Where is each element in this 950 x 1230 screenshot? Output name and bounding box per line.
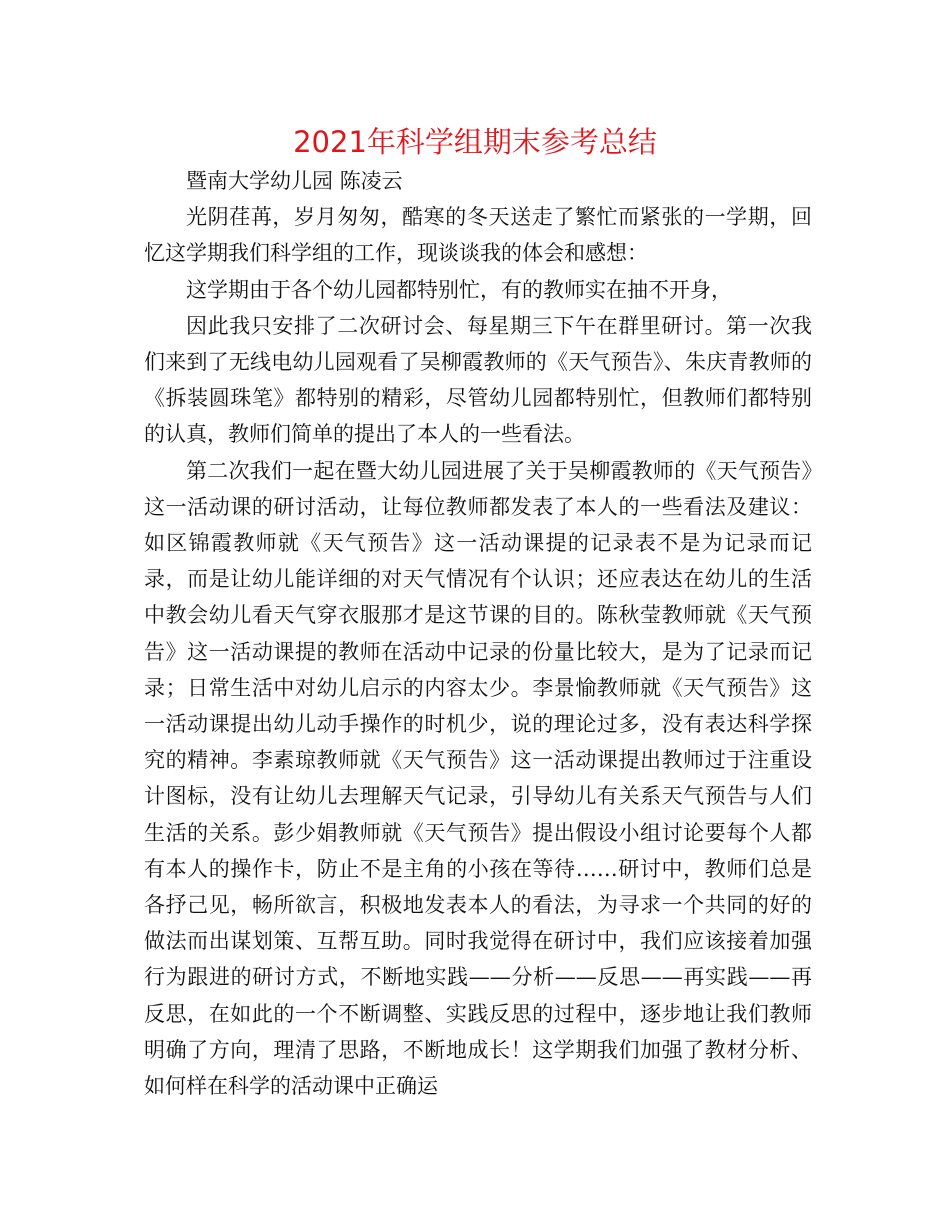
paragraph-busy: 这学期由于各个幼儿园都特别忙，有的教师实在抽不开身，	[186, 277, 732, 302]
document-title: 2021年科学组期末参考总结	[293, 125, 657, 159]
document-body	[144, 163, 812, 1104]
paragraph-first-meeting: 因此我只安排了二次研讨会、每星期三下午在群里研讨。第一次我们来到了无线电幼儿园观看了吴柳霞教师的《天气预告》、朱庆青教师的《拆装圆珠笔》都特别的精彩，尽管幼儿园都特别忙，但教师们都特别的认真，教师们简单的提出了本人的一些看法。	[144, 313, 812, 447]
author-line: 暨南大学幼儿园 陈凌云	[186, 169, 403, 193]
paragraph-second-meeting: 第二次我们一起在暨大幼儿园进展了关于吴柳霞教师的《天气预告》这一活动课的研讨活动，让每位教师都发表了本人的一些看法及建议：如区锦霞教师就《天气预告》这一活动课提的记录表不是为记录而记录，而是让幼儿能详细的对天气情况有个认识；还应表达在幼儿的生活中教会幼儿看天气穿衣服那才是这节课的目的。陈秋莹教师就《天气预告》这一活动课提的教师在活动中记录的份量比较大，是为了记录而记录；日常生活中对幼儿启示的内容太少。李景愉教师就《天气预告》这一活动课提出幼儿动手操作的时机少，说的理论过多，没有表达科学探究的精神。李素琼教师就《天气预告》这一活动课提出教师过于注重设计图标，没有让幼儿去理解天气记录，引导幼儿有关系天气预告与人们生活的关系。彭少娟教师就《天气预告》提出假设小组讨论要每个人都有本人的操作卡，防止不是主角的小孩在等待……研讨中，教师们总是各抒己见，畅所欲言，积极地发表本人的看法，为寻求一个共同的好的做法而出谋划策、互帮互助。同时我觉得在研讨中，我们应该接着加强行为跟进的研讨方式，不断地实践——分析——反思——再实践——再反思，在如此的一个不断调整、实践反思的过程中，逐步地让我们教师明确了方向，理清了思路，不断地成长！这学期我们加强了教材分析、如何样在科学的活动课中正确运	[144, 458, 812, 1099]
paragraph-intro: 光阴荏苒，岁月匆匆，酷寒的冬天送走了繁忙而紧张的一学期，回忆这学期我们科学组的工作，现谈谈我的体会和感想：	[144, 205, 812, 266]
